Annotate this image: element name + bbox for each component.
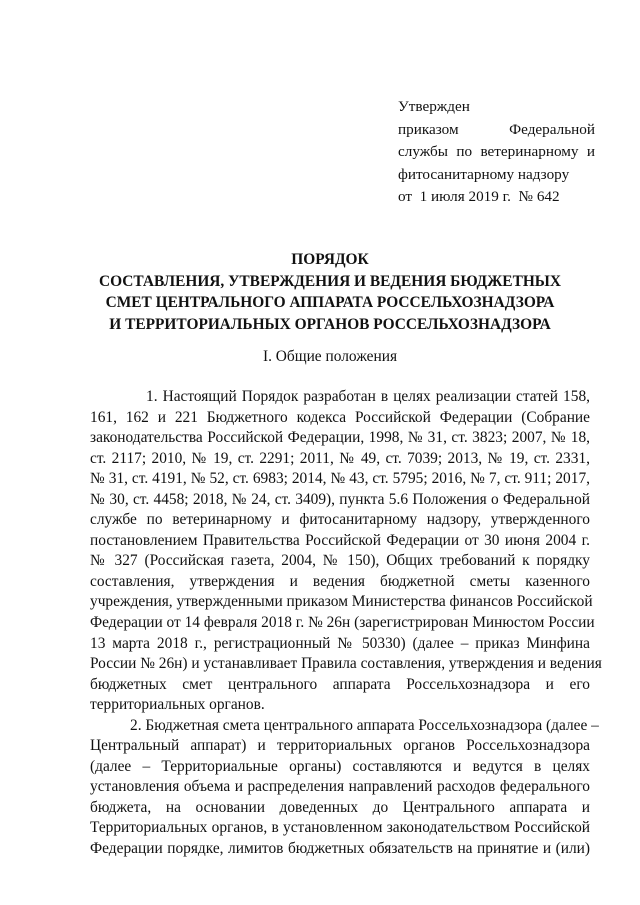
body-line: учреждения, утвержденными приказом Министерства финансов Российской: [90, 593, 593, 611]
body-line: составления, утверждения и ведения бюджетной сметы казенного: [90, 572, 590, 590]
approval-line: приказом Федеральной: [398, 120, 595, 138]
body-line: Федерации от 14 февраля 2018 г. № 26н (зарегистрирован Минюстом России: [90, 614, 595, 632]
title-line: СМЕТ ЦЕНТРАЛЬНОГО АППАРАТА РОССЕЛЬХОЗНАДЗОРА: [105, 294, 555, 312]
body-line: (далее – Территориальные органы) составляются и ведутся в целях: [90, 757, 590, 775]
body-line: ст. 2117; 2010, № 19, ст. 2291; 2011, № 49, ст. 7039; 2013, № 19, ст. 2331,: [90, 449, 590, 467]
body-line: территориальных органов.: [90, 696, 265, 714]
approval-line: службы по ветеринарному и: [398, 143, 595, 160]
title-line: И ТЕРРИТОРИАЛЬНЫХ ОРГАНОВ РОССЕЛЬХОЗНАДЗОРА: [109, 315, 551, 333]
body-line: службе по ветеринарному и фитосанитарному надзору, утвержденного: [90, 511, 590, 529]
document-body: [90, 387, 602, 860]
title-line: ПОРЯДОК: [291, 251, 369, 268]
body-line: № 327 (Российская газета, 2004, № 150), Общих требований к порядку: [90, 552, 590, 570]
document-title: [80, 249, 580, 335]
section-heading: I. Общие положения: [262, 348, 398, 365]
approval-line: фитосанитарному надзору: [398, 165, 570, 183]
approval-line: Утвержден: [398, 98, 470, 115]
body-line: № 31, ст. 4191, № 52, ст. 6983; 2014, № 43, ст. 5795; 2016, № 7, ст. 911; 2017,: [90, 470, 590, 488]
body-line: Территориальных органов, в установленном законодательством Российской: [90, 819, 590, 837]
title-line: СОСТАВЛЕНИЯ, УТВЕРЖДЕНИЯ И ВЕДЕНИЯ БЮДЖЕТНЫХ: [98, 272, 562, 290]
body-line: законодательства Российской Федерации, 1998, № 31, ст. 3823; 2007, № 18,: [90, 429, 590, 447]
body-line: № 30, ст. 4458; 2018, № 24, ст. 3409), пункта 5.6 Положения о Федеральной: [90, 490, 590, 508]
body-line: 2. Бюджетная смета центрального аппарата Россельхознадзора (далее –: [130, 716, 599, 734]
body-line: 161, 162 и 221 Бюджетного кодекса Российской Федерации (Собрание: [90, 408, 590, 426]
body-line: Центральный аппарат) и территориальных органов Россельхознадзора: [90, 737, 590, 755]
body-line: 13 марта 2018 г., регистрационный № 50330) (далее – приказ Минфина: [90, 634, 590, 652]
body-line: России № 26н) и устанавливает Правила составления, утверждения и ведения: [90, 655, 602, 673]
body-line: Федерации порядке, лимитов бюджетных обязательств на принятие и (или): [90, 840, 590, 858]
approval-line: от 1 июля 2019 г. № 642: [398, 188, 560, 205]
body-line: установления объема и распределения направлений расходов федерального: [90, 778, 590, 796]
body-line: бюджета, на основании доведенных до Центрального аппарата и: [90, 798, 590, 816]
approval-block: [398, 96, 595, 209]
body-line: постановлением Правительства Российской Федерации от 30 июня 2004 г.: [90, 531, 590, 549]
body-line: 1. Настоящий Порядок разработан в целях реализации статей 158,: [146, 388, 590, 405]
body-line: бюджетных смет центрального аппарата Россельхознадзора и его: [90, 675, 590, 693]
